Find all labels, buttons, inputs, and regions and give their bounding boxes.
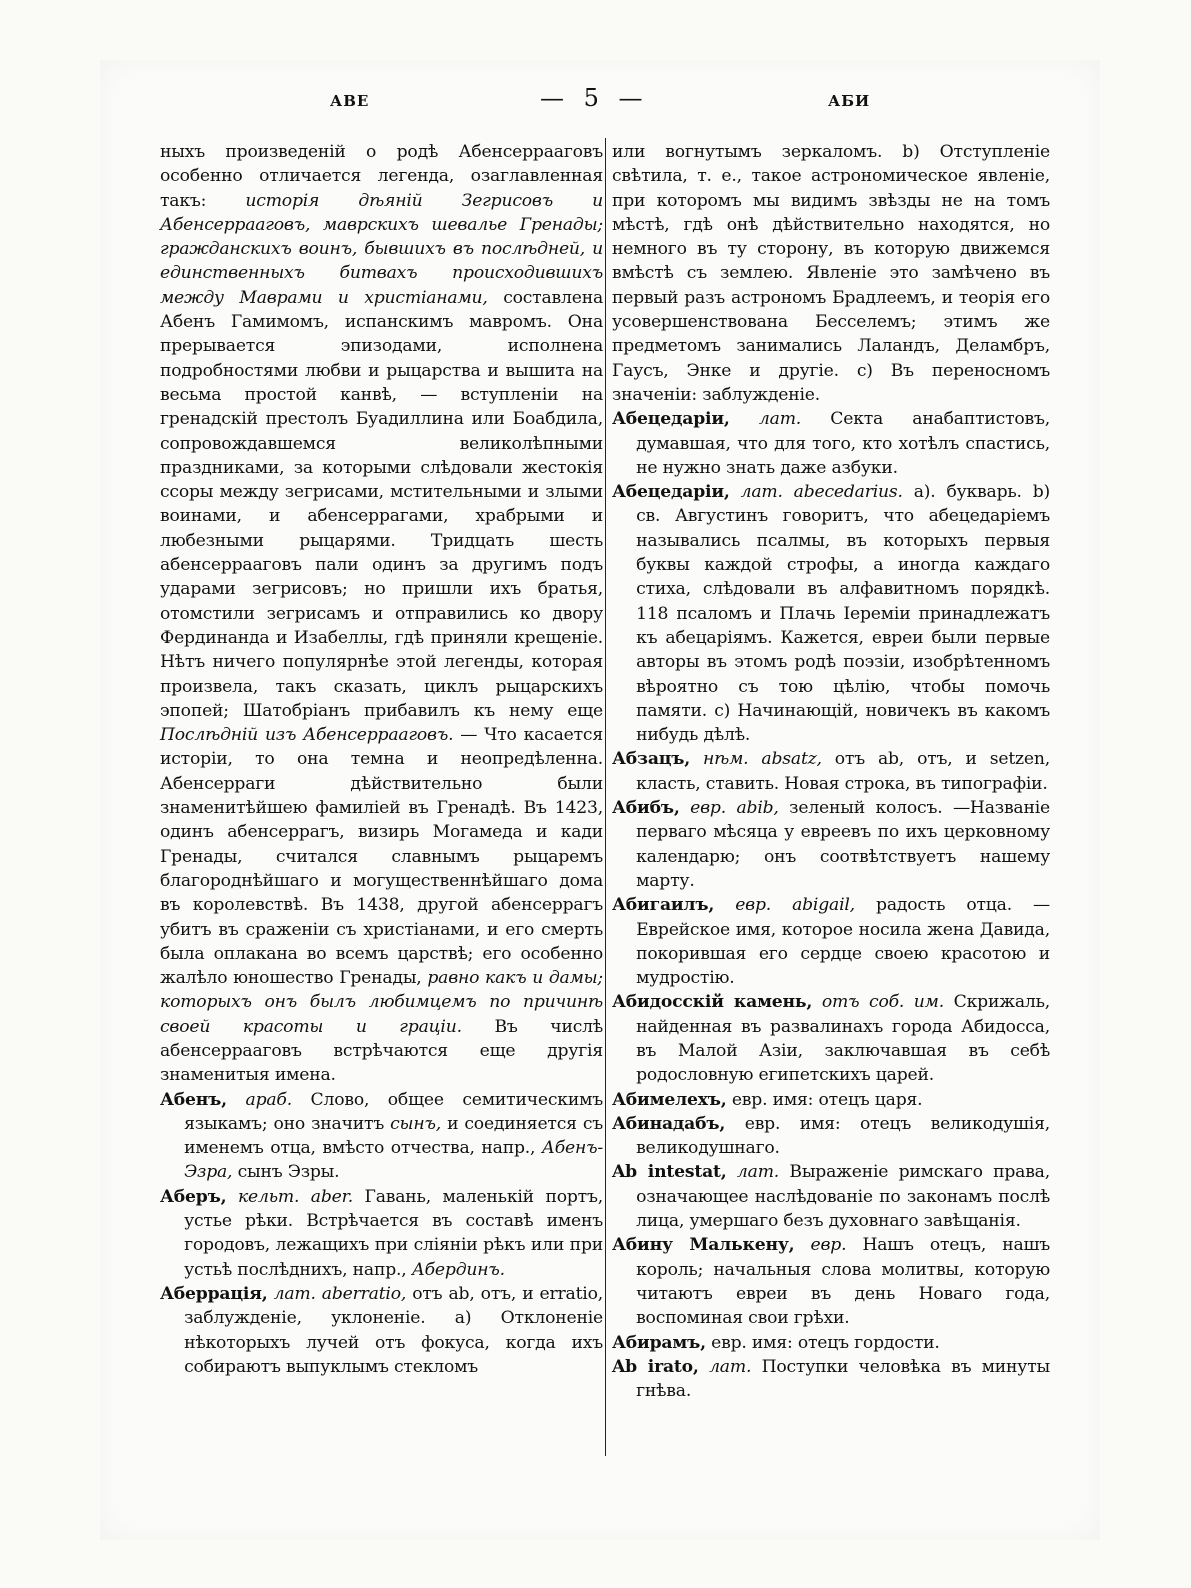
entry-label: лат. bbox=[736, 1162, 780, 1183]
dictionary-entry bbox=[612, 480, 1050, 747]
entry-text: евр. имя: отецъ царя. bbox=[731, 1089, 923, 1110]
entry-headword: Аберъ, bbox=[160, 1186, 227, 1207]
entry-text: Нашъ отецъ, нашъ король; начальныя слова молитвы, которую читаютъ евреи въ день Новаго года, воспоминая свои грѣхи. bbox=[636, 1235, 1051, 1329]
dictionary-entry bbox=[612, 1160, 1050, 1233]
entry-label: лат. bbox=[758, 409, 802, 430]
entry-italic: равно какъ и дамы; которыхъ онъ былъ любимцемъ по причинѣ своей красоты и граціи. bbox=[160, 968, 604, 1037]
left-column bbox=[160, 140, 603, 1379]
entry-label: евр. abigail, bbox=[735, 895, 855, 916]
entry-label: евр. bbox=[810, 1235, 847, 1256]
header-left-catchword: АВЕ bbox=[330, 92, 370, 110]
entry-headword: Абидосскій камень, bbox=[612, 992, 813, 1013]
entry-label: евр. abib, bbox=[690, 798, 779, 819]
entry-headword: Абецедаріи, bbox=[612, 482, 730, 503]
entry-text: или вогнутымъ зеркаломъ. b) Отступленіе свѣтила, т. е., такое астрономическое явленіе, при которомъ мы видимъ звѣзды не на томъ мѣстѣ, гдѣ онѣ дѣйствительно находятся, но немного въ ту сторону, въ которую движемся вмѣстѣ съ землею. Явленіе это замѣчено въ первый разъ астрономъ Брадлеемъ, и теорія его усовершенствована Бесселемъ; этимъ же предметомъ занимались Лаландъ, Деламбръ, Гаусъ, Энке и другіе. с) Въ переносномъ значеніи: заблужденіе. bbox=[612, 142, 1050, 405]
entry-text: Гавань, маленькій портъ, устье рѣки. Встрѣчается въ составѣ именъ городовъ, лежащихъ при сліяніи рѣкъ или при устьѣ послѣднихъ, напр., bbox=[184, 1186, 603, 1280]
entry-label: отъ соб. им. bbox=[821, 992, 944, 1013]
entry-headword: Абину Малькену, bbox=[612, 1235, 795, 1256]
entry-headword: Ab intestat, bbox=[612, 1162, 727, 1183]
entry-text: ныхъ произведеній о родѣ Абенсеррааговъ особенно отличается легенда, озаглавленная такъ: bbox=[160, 142, 603, 211]
entry-headword: Абинадабъ, bbox=[612, 1113, 726, 1134]
entry-text: Слово, общее семитическимъ языкамъ; оно значитъ bbox=[184, 1089, 604, 1134]
running-header bbox=[0, 84, 1191, 116]
dictionary-entry bbox=[160, 1088, 603, 1185]
dictionary-entry bbox=[612, 407, 1050, 480]
entry-italic: Абенъ-Эзра, bbox=[184, 1138, 603, 1183]
entry-italic: сынъ, bbox=[390, 1113, 441, 1134]
right-column bbox=[612, 140, 1050, 1403]
entry-label: лат. abecedarius. bbox=[740, 482, 903, 503]
entry-headword: Абирамъ, bbox=[612, 1332, 706, 1353]
continued-entry bbox=[160, 140, 603, 1088]
entry-text: — Что касается исторіи, то она темна и неопредѣленна. Абенсерраги дѣйствительно были знаменитѣйшею фамиліей въ Гренадѣ. Въ 1423, одинъ абенсеррагъ, визирь Могамеда и кади Гренады, считался славнымъ рыцаремъ благороднѣйшаго и могущественнѣйшаго дома въ королевствѣ. Въ 1438, другой абенсеррагъ убитъ въ сраженіи съ христіанами, и его смерть была оплакана во всемъ царствѣ; его особенно жалѣло юношество Гренады, bbox=[160, 725, 603, 989]
dictionary-entry bbox=[612, 1112, 1050, 1161]
dictionary-entry bbox=[612, 1088, 1050, 1112]
entry-headword: Абзацъ, bbox=[612, 749, 691, 770]
entry-headword: Абецедаріи, bbox=[612, 409, 730, 430]
entry-label: нѣм. absatz, bbox=[703, 749, 822, 770]
entry-headword: Абимелехъ, bbox=[612, 1089, 727, 1110]
entry-text: Поступки человѣка въ минуты гнѣва. bbox=[636, 1356, 1051, 1402]
column-divider bbox=[605, 138, 606, 1456]
entry-text: составлена Абенъ Гамимомъ, испанскимъ мавромъ. Она прерывается эпизодами, исполнена подробностями любви и рыцарства и вышита на весьма простой канвѣ, — вступленіи на гренадскій престолъ Буадиллина или Боабдила, сопровождавшемся великолѣпными праздниками, за которыми слѣдовали жестокія ссоры между зегрисами, мстительными и злыми воинами, и абенсеррагами, храбрыми и любезными рыцарями. Тридцать шесть абенсеррааговъ пали одинъ за другимъ подъ ударами зегрисовъ; но пришли ихъ братья, отомстили зегрисамъ и отправились ко двору Фердинанда и Изабеллы, гдѣ приняли крещеніе. Нѣтъ ничего популярнѣе этой легенды, которая произвела, такъ сказать, циклъ рыцарскихъ эпопей; Шатобріанъ прибавилъ къ нему еще bbox=[160, 287, 604, 721]
entry-italic: исторія дѣяній Зегрисовъ и Абенсеррааговъ, маврскихъ шевалье Гренады; гражданскихъ воинъ, бывшихъ въ послѣдней, и единственныхъ битвахъ происходившихъ между Маврами и христіанами, bbox=[160, 190, 603, 308]
entry-text: Выраженіе римскаго права, означающее наслѣдованіе по законамъ послѣ лица, умершаго безъ духовнаго завѣщанія. bbox=[636, 1162, 1050, 1232]
entry-label: кельт. aber. bbox=[237, 1186, 353, 1207]
entry-headword: Абигаилъ, bbox=[612, 895, 715, 916]
entry-headword: Абибъ, bbox=[612, 798, 680, 819]
entry-text: зеленый колосъ. —Названіе перваго мѣсяца у евреевъ по ихъ церковному календарю; онъ соотвѣтствуетъ нашему марту. bbox=[636, 798, 1050, 891]
entry-label: лат. bbox=[709, 1356, 752, 1377]
dictionary-entry bbox=[160, 1282, 603, 1379]
dictionary-entry bbox=[612, 893, 1050, 990]
dictionary-entry bbox=[612, 747, 1050, 796]
page-number: — 5 — bbox=[540, 84, 649, 112]
dictionary-entry bbox=[612, 990, 1050, 1087]
entry-text: евр. имя: отецъ гордости. bbox=[711, 1332, 940, 1353]
entry-label: лат. aberratio, bbox=[273, 1283, 407, 1304]
dictionary-entry bbox=[612, 1331, 1050, 1355]
entry-text: Секта анабаптистовъ, думавшая, что для того, кто хотѣлъ спастись, не нужно знать даже азбуки. bbox=[636, 409, 1051, 478]
dictionary-entry bbox=[612, 1233, 1050, 1330]
entry-headword: Ab irato, bbox=[612, 1356, 699, 1377]
entry-headword: Аберрація, bbox=[160, 1283, 268, 1304]
entry-italic: Абердинъ. bbox=[411, 1259, 505, 1280]
entry-text: отъ ab, отъ, и erratio, заблужденіе, уклоненіе. а) Отклоненіе нѣкоторыхъ лучей отъ фокуса, когда ихъ собираютъ выпуклымъ стекломъ bbox=[184, 1283, 604, 1377]
entry-text: Въ числѣ абенсеррааговъ встрѣчаются еще другія знаменитыя имена. bbox=[160, 1016, 604, 1086]
entry-label: араб. bbox=[245, 1089, 292, 1110]
dictionary-entry bbox=[160, 1185, 603, 1282]
entry-text: и соединяется съ именемъ отца, вмѣсто отчества, напр., bbox=[184, 1113, 604, 1159]
entry-italic: Послѣдній изъ Абенсеррааговъ. bbox=[160, 725, 454, 746]
continued-entry bbox=[612, 140, 1050, 407]
dictionary-entry bbox=[612, 1355, 1050, 1404]
dictionary-entry bbox=[612, 796, 1050, 893]
entry-text: а). букварь. b) св. Августинъ говоритъ, что абецедаріемъ назывались псалмы, въ которыхъ первыя буквы каждой строфы, а иногда каждаго стиха, слѣдовали въ алфавитномъ порядкѣ. 118 псаломъ и Плачь Іереміи принадлежатъ къ абецаріямъ. Кажется, евреи были первые авторы въ этомъ родѣ поэзіи, изобрѣтенномъ вѣроятно съ тою цѣлію, чтобы помочь памяти. с) Начинающій, новичекъ въ какомъ нибудь дѣлѣ. bbox=[636, 482, 1050, 746]
header-right-catchword: АБИ bbox=[828, 92, 871, 110]
entry-text: радость отца. —Еврейское имя, которое носила жена Давида, покорившая его сердце своею красотою и мудростію. bbox=[636, 895, 1051, 989]
entry-text: сынъ Эзры. bbox=[237, 1162, 340, 1183]
entry-text: отъ ab, отъ, и setzen, класть, ставить. Новая строка, въ типографіи. bbox=[636, 749, 1051, 794]
entry-text: евр. имя: отецъ великодушія, великодушнаго. bbox=[636, 1113, 1051, 1159]
entry-headword: Абенъ, bbox=[160, 1089, 227, 1110]
entry-text: Скрижаль, найденная въ развалинахъ города Абидосса, въ Малой Азіи, заключавшая въ себѣ родословную египетскихъ царей. bbox=[636, 992, 1051, 1086]
